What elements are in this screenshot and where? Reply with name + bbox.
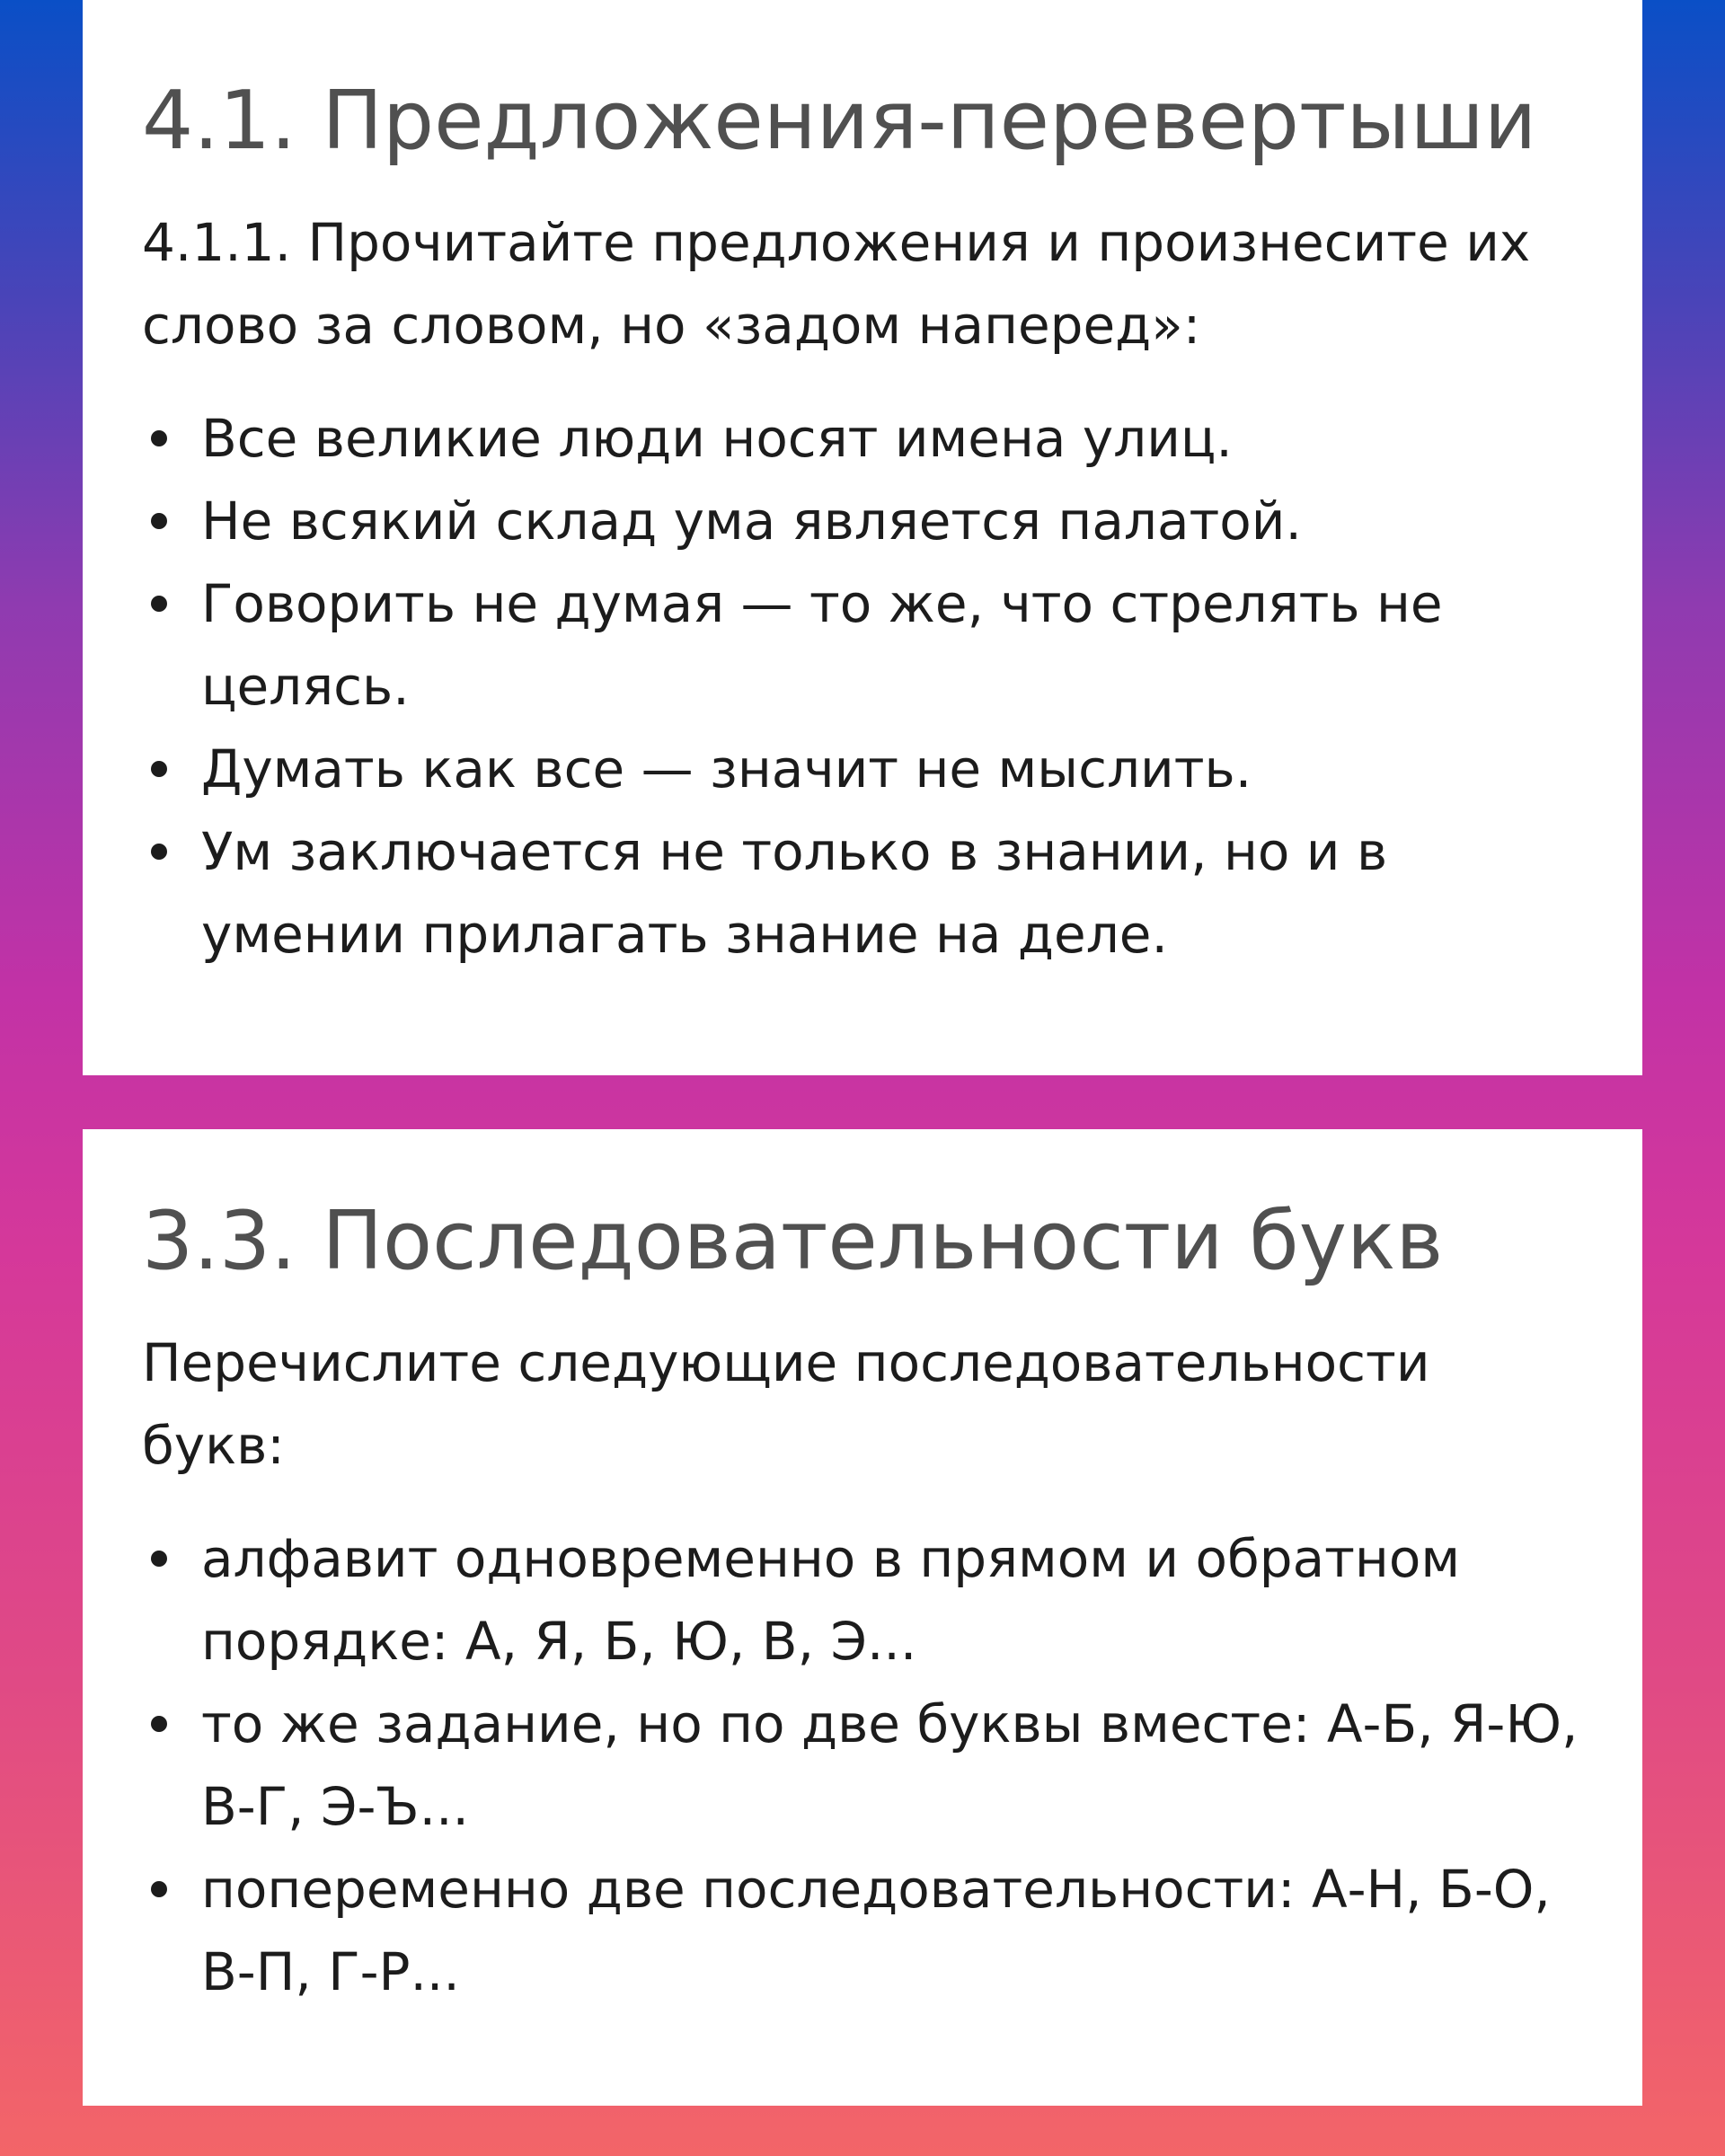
card-instructions: Перечислите следующие последовательности букв:	[142, 1332, 1430, 1476]
bullet-icon	[151, 1551, 167, 1567]
list-item	[142, 562, 1579, 728]
bullet-icon	[151, 513, 167, 529]
bullet-icon	[151, 430, 167, 446]
sentence-list	[142, 397, 1579, 976]
bullet-icon	[151, 1716, 167, 1732]
list-item-text: то же задание, но по две буквы вместе: А-Б, Я-Ю, В-Г, Э-Ъ...	[201, 1693, 1579, 1837]
list-item	[142, 1517, 1579, 1683]
exercise-card-reverse-sentences	[83, 0, 1642, 1075]
card-title: 3.3. Последовательности букв	[142, 1194, 1444, 1288]
bullet-icon	[151, 761, 167, 777]
bullet-icon	[151, 1881, 167, 1897]
list-item-text: Думать как все — значит не мыслить.	[201, 738, 1252, 800]
exercise-card-letter-sequences	[83, 1129, 1642, 2106]
list-item-text: алфавит одновременно в прямом и обратном порядке: А, Я, Б, Ю, В, Э...	[201, 1528, 1461, 1672]
list-item	[142, 1848, 1579, 2013]
bullet-icon	[151, 596, 167, 612]
list-item	[142, 728, 1579, 810]
list-item	[142, 480, 1579, 562]
list-item	[142, 810, 1579, 976]
list-item	[142, 1683, 1579, 1848]
card-title: 4.1. Предложения-перевертыши	[142, 74, 1537, 168]
card-instructions: 4.1.1. Прочитайте предложения и произнесите их слово за словом, но «задом наперед»:	[142, 212, 1531, 356]
bullet-icon	[151, 844, 167, 860]
list-item-text: Не всякий склад ума является палатой.	[201, 490, 1302, 552]
list-item-text: попеременно две последовательности: А-Н, Б-О, В-П, Г-Р...	[201, 1859, 1551, 2002]
list-item-text: Говорить не думая — то же, что стрелять не целясь.	[201, 573, 1443, 717]
list-item-text: Все великие люди носят имена улиц.	[201, 408, 1233, 469]
sequence-list	[142, 1517, 1579, 2013]
list-item-text: Ум заключается не только в знании, но и в умении прилагать знание на деле.	[201, 821, 1388, 965]
list-item	[142, 397, 1579, 480]
